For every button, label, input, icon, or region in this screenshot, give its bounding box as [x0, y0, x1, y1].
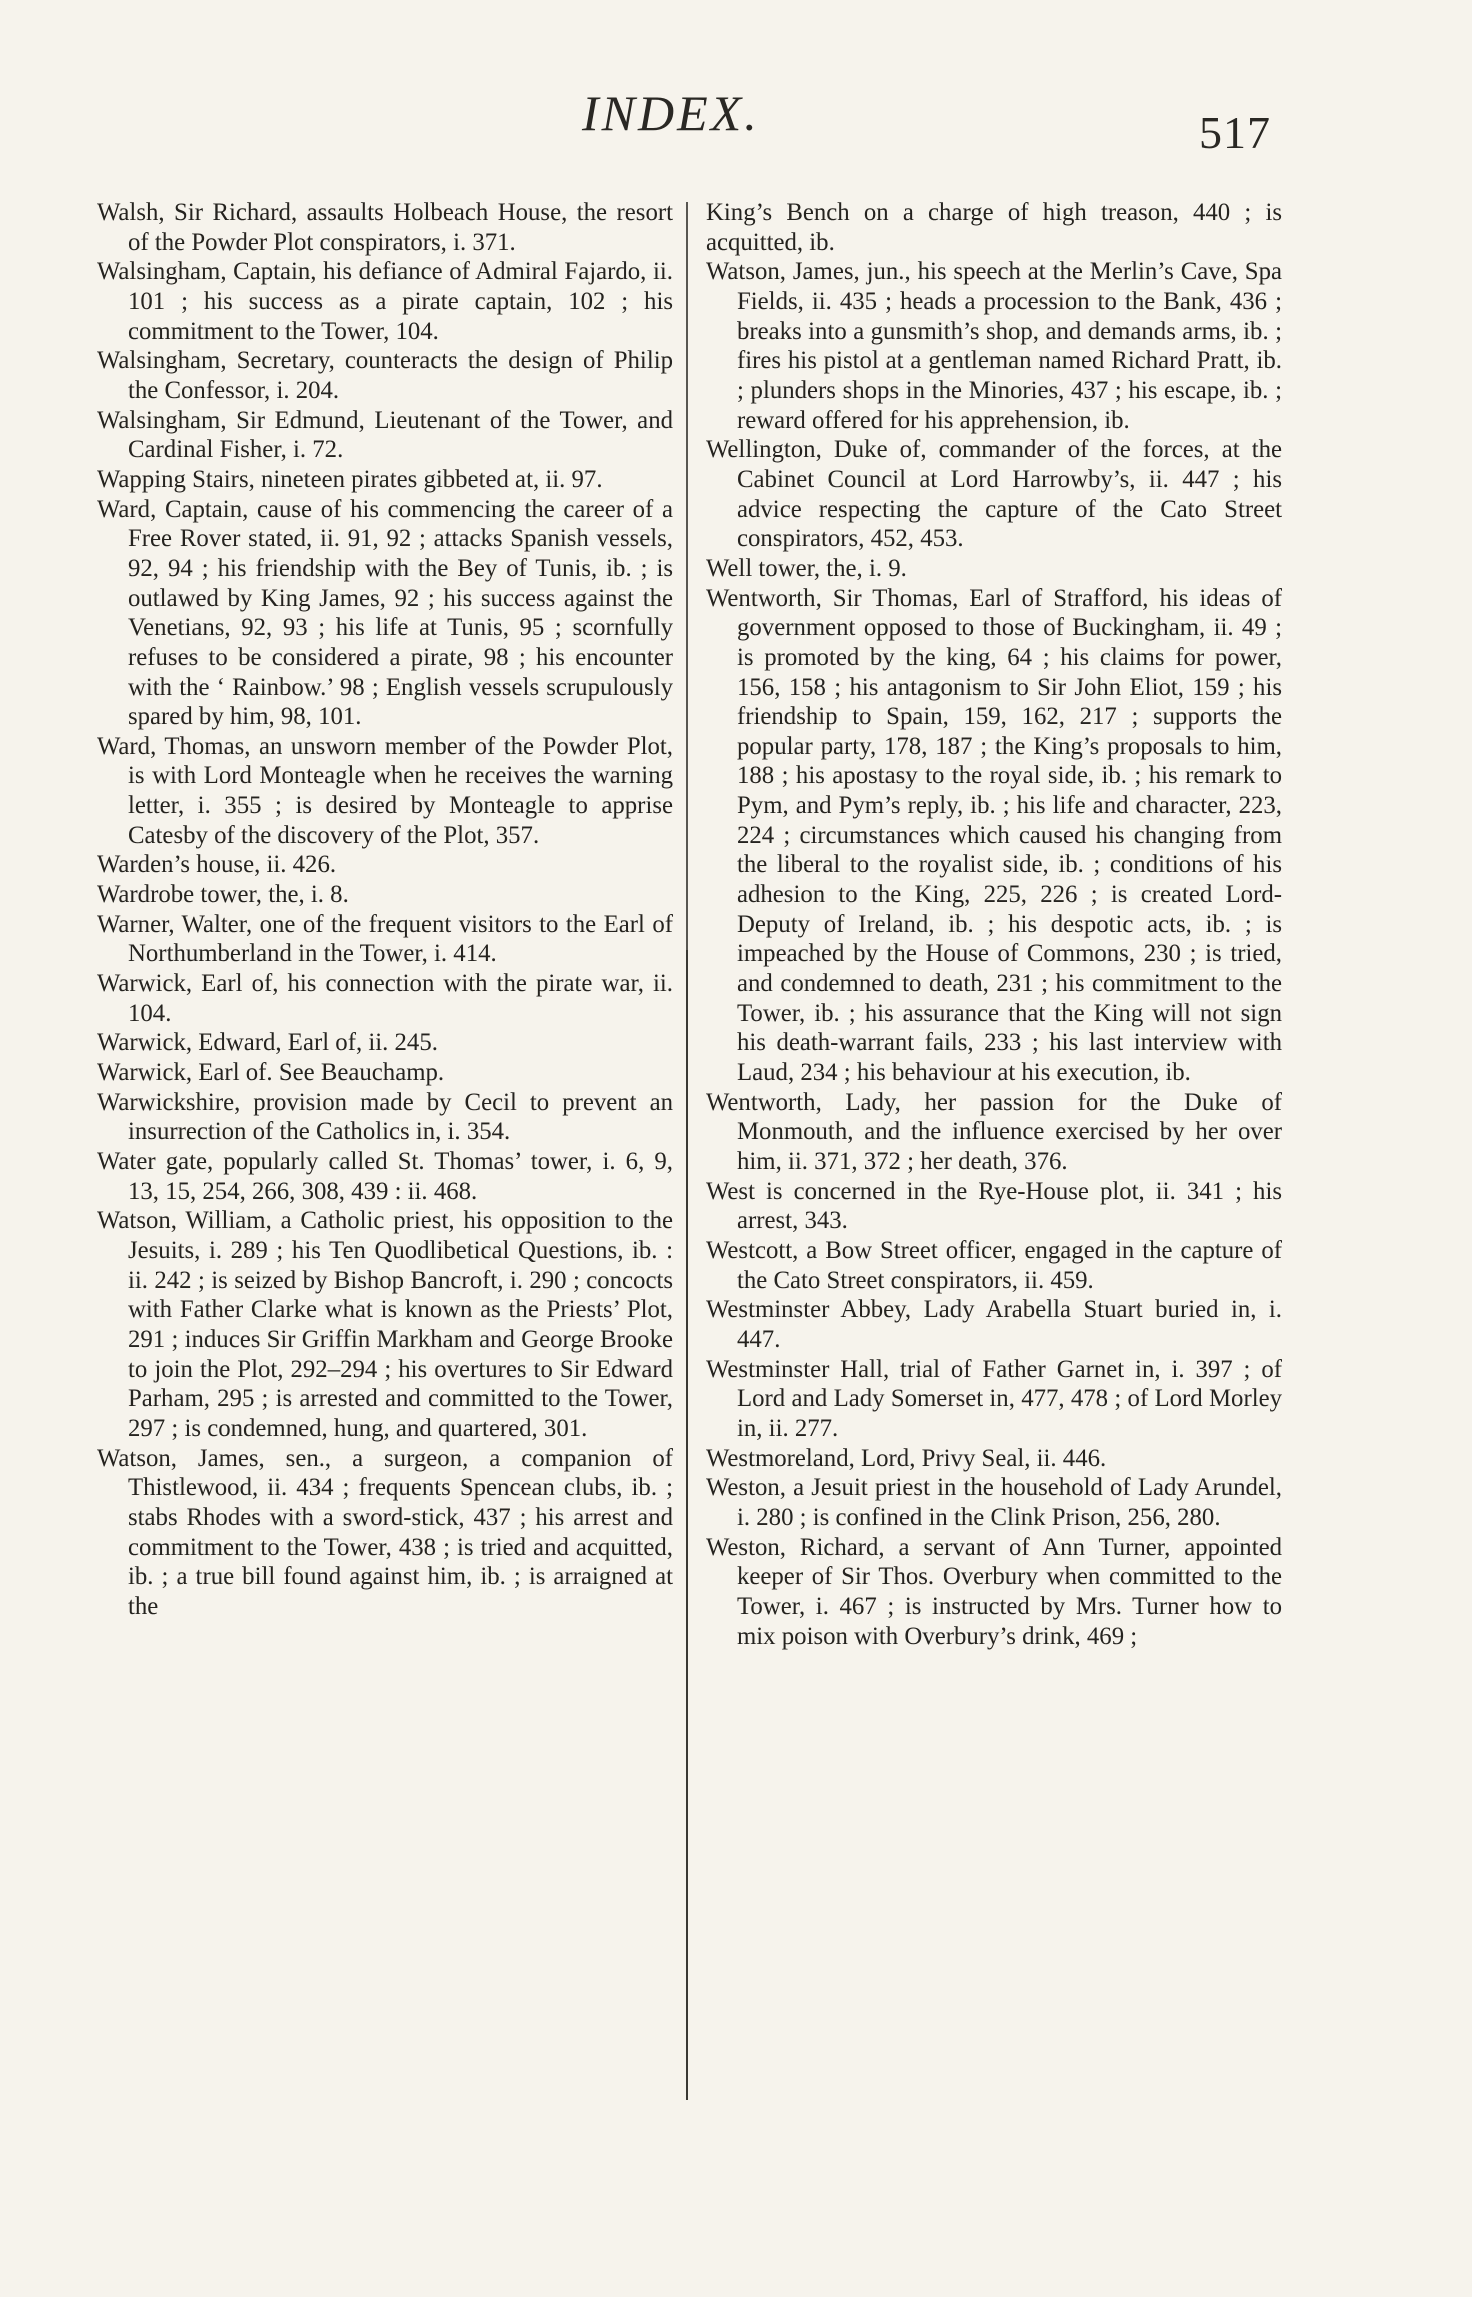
index-entry: Westcott, a Bow Street officer, engaged in the capture of the Cato Street conspirators, ii. 459. [706, 1236, 1282, 1294]
right-index-column [706, 198, 1282, 1651]
index-entry: Walsingham, Secretary, counteracts the design of Philip the Confessor, i. 204. [97, 347, 673, 404]
page-number: 517 [1199, 107, 1271, 158]
index-entry: Watson, James, sen., a surgeon, a companion of Thistlewood, ii. 434 ; frequents Spencean clubs, ib. ; stabs Rhodes with a sword-stick, 437 ; his arrest and commitment to the Tower, 438 ; is tried and acquitted, ib. ; a true bill found against him, ib. ; is arraigned at the [97, 1444, 673, 1620]
index-entry: Westmoreland, Lord, Privy Seal, ii. 446. [706, 1444, 1107, 1472]
index-entry: Warden’s house, ii. 426. [97, 851, 337, 879]
index-entry: Wapping Stairs, nineteen pirates gibbeted at, ii. 97. [97, 465, 603, 493]
page-header [0, 85, 1472, 158]
index-entry: Walsingham, Captain, his defiance of Admiral Fajardo, ii. 101 ; his success as a pirate captain, 102 ; his commitment to the Tower, 104. [97, 258, 673, 345]
index-entry: Walsingham, Sir Edmund, Lieutenant of the Tower, and Cardinal Fisher, i. 72. [97, 406, 673, 464]
index-entry: Walsh, Sir Richard, assaults Holbeach House, the resort of the Powder Plot conspirators, i. 371. [97, 199, 673, 256]
index-entry: Water gate, popularly called St. Thomas’ tower, i. 6, 9, 13, 15, 254, 266, 308, 439 : ii. 468. [97, 1148, 673, 1205]
index-entry: Ward, Thomas, an unsworn member of the Powder Plot, is with Lord Monteagle when he receives the warning letter, i. 355 ; is desired by Monteagle to apprise Catesby of the discovery of the Plot, 357. [97, 732, 673, 849]
index-entry: Warner, Walter, one of the frequent visitors to the Earl of Northumberland in the Tower, i. 414. [97, 910, 673, 968]
index-entry: Warwick, Edward, Earl of, ii. 245. [97, 1029, 438, 1057]
index-entry: Wentworth, Sir Thomas, Earl of Strafford, his ideas of government opposed to those of Buckingham, ii. 49 ; is promoted by the king, 64 ; his claims for power, 156, 158 ; his antagonism to Sir John Eliot, 159 ; his friendship to Spain, 159, 162, 217 ; supports the popular party, 178, 187 ; the King’s proposals to him, 188 ; his apostasy to the royal side, ib. ; his remark to Pym, and Pym’s reply, ib. ; his life and character, 223, 224 ; circumstances which caused his changing from the liberal to the royalist side, ib. ; conditions of his adhesion to the King, 225, 226 ; is created Lord-Deputy of Ireland, ib. ; his despotic acts, ib. ; is impeached by the House of Commons, 230 ; is tried, and condemned to death, 231 ; his commitment to the Tower, ib. ; his assurance that the King will not sign his death-warrant fails, 233 ; his last interview with Laud, 234 ; his behaviour at his execution, ib. [706, 584, 1282, 1087]
index-entry: Well tower, the, i. 9. [706, 554, 907, 582]
index-entry: Watson, William, a Catholic priest, his opposition to the Jesuits, i. 289 ; his Ten Quodlibetical Questions, ib. : ii. 242 ; is seized by Bishop Bancroft, i. 290 ; concocts with Father Clarke what is known as the Priests’ Plot, 291 ; induces Sir Griffin Markham and George Brooke to join the Plot, 292–294 ; his overtures to Sir Edward Parham, 295 ; is arrested and committed to the Tower, 297 ; is condemned, hung, and quartered, 301. [97, 1207, 673, 1442]
index-entry: Ward, Captain, cause of his commencing the career of a Free Rover stated, ii. 91, 92 ; attacks Spanish vessels, 92, 94 ; his friendship with the Bey of Tunis, ib. ; is outlawed by King James, 92 ; his success against the Venetians, 92, 93 ; his life at Tunis, 95 ; scornfully refuses to be considered a pirate, 98 ; his encounter with the ‘ Rainbow.’ 98 ; English vessels scrupulously spared by him, 98, 101. [97, 495, 673, 731]
running-title: INDEX. [582, 85, 760, 141]
left-index-column [97, 198, 673, 1622]
index-entry: Warwick, Earl of. See Beauchamp. [97, 1059, 445, 1087]
index-entry: Wellington, Duke of, commander of the forces, at the Cabinet Council at Lord Harrowby’s, ii. 447 ; his advice respecting the capture of the Cato Street conspirators, 452, 453. [706, 436, 1282, 553]
column-divider-lower [686, 950, 688, 2100]
index-entry: Westminster Hall, trial of Father Garnet in, i. 397 ; of Lord and Lady Somerset in, 477, 478 ; of Lord Morley in, ii. 277. [706, 1355, 1282, 1442]
index-entry: Watson, James, jun., his speech at the Merlin’s Cave, Spa Fields, ii. 435 ; heads a procession to the Bank, 436 ; breaks into a gunsmith’s shop, and demands arms, ib. ; fires his pistol at a gentleman named Richard Pratt, ib. ; plunders shops in the Minories, 437 ; his escape, ib. ; reward offered for his apprehension, ib. [706, 258, 1282, 434]
index-entry: Wentworth, Lady, her passion for the Duke of Monmouth, and the influence exercised by her over him, ii. 371, 372 ; her death, 376. [706, 1088, 1282, 1175]
index-entry: Warwickshire, provision made by Cecil to prevent an insurrection of the Catholics in, i. 354. [97, 1088, 673, 1146]
index-entry: Warwick, Earl of, his connection with the pirate war, ii. 104. [97, 970, 673, 1027]
index-entry-continuation: King’s Bench on a charge of high treason, 440 ; is acquitted, ib. [706, 199, 1282, 256]
index-entry: Wardrobe tower, the, i. 8. [97, 881, 349, 909]
index-entry: Westminster Abbey, Lady Arabella Stuart buried in, i. 447. [706, 1296, 1282, 1353]
index-entry: Weston, a Jesuit priest in the household of Lady Arundel, i. 280 ; is confined in the Clink Prison, 256, 280. [706, 1474, 1282, 1531]
index-entry: West is concerned in the Rye-House plot, ii. 341 ; his arrest, 343. [706, 1177, 1282, 1235]
index-entry: Weston, Richard, a servant of Ann Turner, appointed keeper of Sir Thos. Overbury when committed to the Tower, i. 467 ; is instructed by Mrs. Turner how to mix poison with Overbury’s drink, 469 ; [706, 1533, 1282, 1650]
